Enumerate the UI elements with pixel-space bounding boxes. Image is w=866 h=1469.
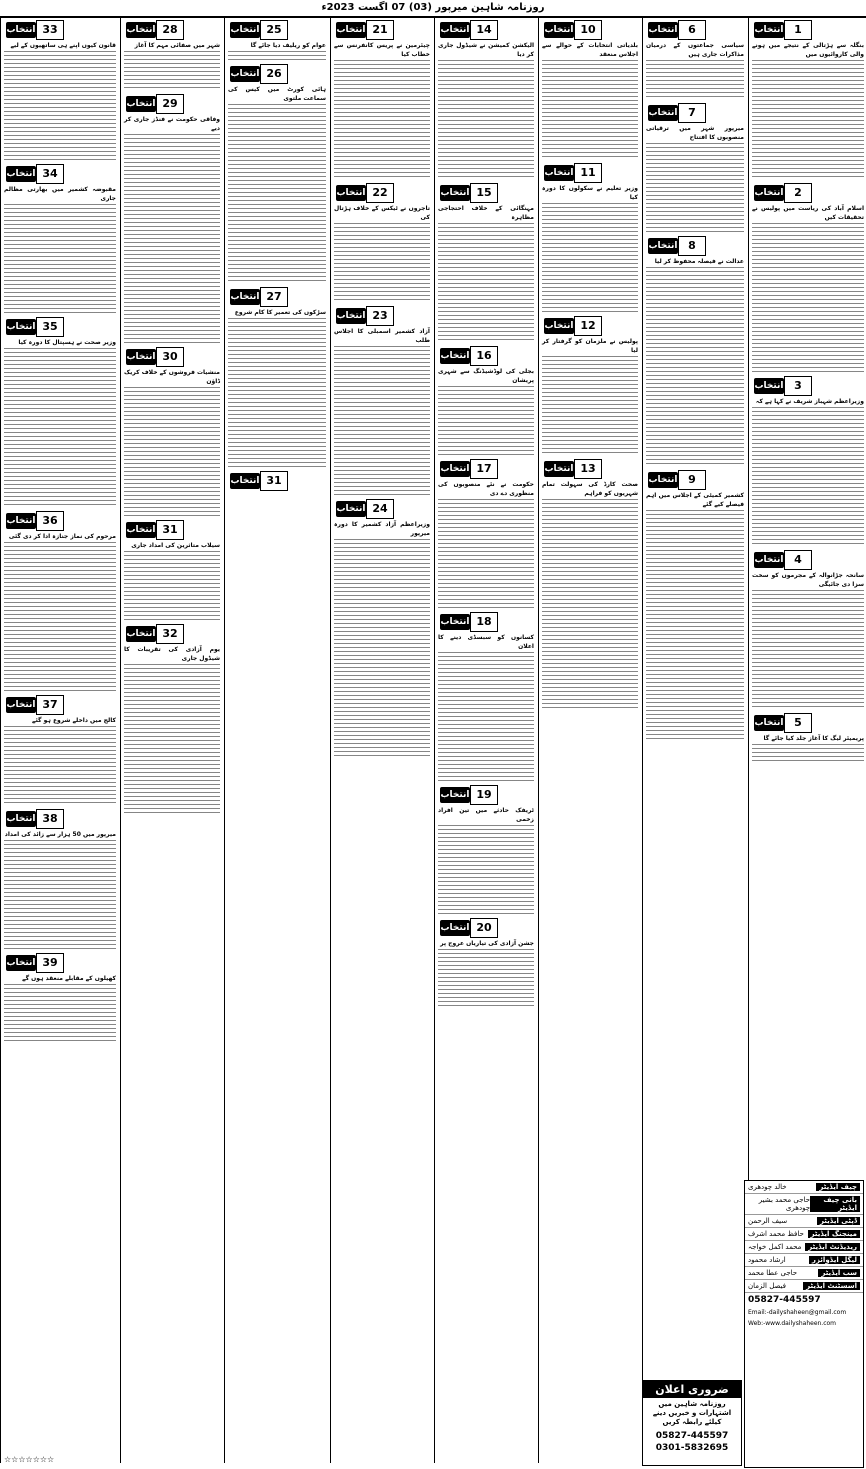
news-column (330, 18, 433, 1463)
item-tag: انتخاب (754, 22, 784, 38)
item-header (4, 21, 116, 39)
item-header (334, 184, 430, 202)
item-tag: انتخاب (440, 787, 470, 803)
item-body-text (228, 318, 326, 468)
item-lead: یوم آزادی کی تقریبات کا شیڈول جاری (124, 646, 220, 662)
item-tag: انتخاب (336, 308, 366, 324)
news-item (4, 21, 116, 161)
item-body-text (646, 267, 744, 467)
item-body-text (752, 60, 864, 180)
item-number: 31 (260, 471, 288, 491)
item-header (646, 104, 744, 122)
item-number: 13 (574, 459, 602, 479)
item-body-text (4, 726, 116, 806)
news-item (124, 21, 220, 91)
news-column (538, 18, 641, 1463)
item-lead: اسلام آباد کی ریاست میں پولیس نے تحقیقات کیں (752, 205, 864, 221)
news-item (646, 471, 744, 740)
item-body-text (438, 652, 534, 782)
item-body-text (438, 949, 534, 1009)
board-role: ڈپٹی ایڈیٹر (817, 1217, 860, 1225)
item-number: 14 (470, 20, 498, 40)
item-lead: کسانوں کو سبسڈی دینے کا اعلان (438, 634, 534, 650)
item-body-text (124, 51, 220, 91)
item-lead: شہر میں صفائی مہم کا آغاز (134, 42, 220, 49)
item-lead: وزیر تعلیم نے سکولوں کا دورہ کیا (542, 185, 638, 201)
news-item (228, 288, 326, 468)
item-number: 32 (156, 624, 184, 644)
item-tag: انتخاب (230, 22, 260, 38)
news-item (542, 164, 638, 313)
item-header (228, 288, 326, 306)
item-header (334, 21, 430, 39)
item-lead: کھیلوں کے مقابلے منعقد ہوں گے (22, 975, 116, 982)
item-lead: بجلی کی لوڈشیڈنگ سے شہری پریشان (438, 368, 534, 384)
news-item (124, 348, 220, 517)
item-header (438, 613, 534, 631)
board-row (745, 1267, 863, 1280)
item-header (4, 512, 116, 530)
item-number: 22 (366, 183, 394, 203)
item-lead: مہنگائی کے خلاف احتجاجی مظاہرہ (438, 205, 534, 221)
board-person: سیف الرحمن (748, 1217, 788, 1225)
item-number: 2 (784, 183, 812, 203)
item-number: 21 (366, 20, 394, 40)
news-item (438, 21, 534, 180)
news-item (752, 551, 864, 710)
item-header (646, 21, 744, 39)
item-lead: عوام کو ریلیف دیا جائے گا (250, 42, 326, 49)
news-item (646, 21, 744, 100)
notice-body: روزنامہ شاہین میں اشتہارات و خبریں دینے کیلئے رابطہ کریں (652, 1400, 732, 1426)
item-header (4, 696, 116, 714)
item-header (228, 472, 326, 490)
item-header (542, 460, 638, 478)
news-item (542, 317, 638, 456)
item-body-text (4, 984, 116, 1044)
item-lead: کالج میں داخلے شروع ہو گئے (32, 717, 116, 724)
item-lead: سڑکوں کی تعمیر کا کام شروع (234, 309, 326, 316)
item-body-text (542, 203, 638, 313)
item-lead: میرپور میں 50 ہزار سے زائد کی امداد (4, 831, 116, 838)
item-number: 29 (156, 94, 184, 114)
item-lead: سانحہ جڑانوالہ کے مجرموں کو سخت سزا دی جائیگی (752, 572, 864, 588)
item-lead: مقبوضہ کشمیر میں بھارتی مظالم جاری (4, 186, 116, 202)
item-tag: انتخاب (6, 513, 36, 529)
board-role: سب ایڈیٹر (818, 1269, 860, 1277)
board-row (745, 1181, 863, 1194)
item-body-text (334, 346, 430, 496)
item-tag: انتخاب (754, 552, 784, 568)
item-lead: بلدیاتی انتخابات کے حوالے سے اجلاس منعقد (542, 42, 638, 58)
board-role: بانی چیف ایڈیٹر (810, 1196, 860, 1212)
item-number: 34 (36, 164, 64, 184)
item-body-text (752, 407, 864, 547)
item-header (542, 164, 638, 182)
item-lead: ہائی کورٹ میں کیس کی سماعت ملتوی (228, 86, 326, 102)
item-header (438, 347, 534, 365)
item-number: 1 (784, 20, 812, 40)
item-number: 7 (678, 103, 706, 123)
news-item (334, 21, 430, 180)
board-row (745, 1194, 863, 1215)
item-header (4, 165, 116, 183)
item-tag: انتخاب (544, 318, 574, 334)
board-person: محمد اکمل خواجہ (748, 1243, 802, 1251)
item-body-text (438, 499, 534, 609)
item-body-text (334, 60, 430, 180)
item-number: 27 (260, 287, 288, 307)
item-body-text (4, 51, 116, 161)
item-number: 5 (784, 713, 812, 733)
item-lead: ٹریفک حادثے میں تین افراد زخمی (438, 807, 534, 823)
item-tag: انتخاب (230, 473, 260, 489)
item-number: 38 (36, 809, 64, 829)
board-row (745, 1241, 863, 1254)
item-tag: انتخاب (544, 165, 574, 181)
news-item (124, 521, 220, 621)
stars: ☆☆☆☆☆☆☆ (4, 1455, 55, 1464)
item-tag: انتخاب (440, 348, 470, 364)
item-header (334, 500, 430, 518)
news-column (120, 18, 223, 1463)
item-lead: پولیس نے ملزمان کو گرفتار کر لیا (542, 338, 638, 354)
item-tag: انتخاب (126, 96, 156, 112)
item-body-text (124, 664, 220, 814)
item-header (438, 184, 534, 202)
item-header (646, 237, 744, 255)
item-body-text (646, 143, 744, 233)
item-header (438, 460, 534, 478)
item-lead: تاجروں نے ٹیکس کے خلاف ہڑتال کی (334, 205, 430, 221)
board-person: فیصل الزمان (748, 1282, 787, 1290)
item-header (438, 21, 534, 39)
item-body-text (438, 386, 534, 456)
item-number: 26 (260, 64, 288, 84)
board-person: حاجی عطا محمد (748, 1269, 798, 1277)
news-item (4, 810, 116, 950)
item-header (228, 21, 326, 39)
item-number: 10 (574, 20, 602, 40)
item-body-text (438, 60, 534, 180)
item-tag: انتخاب (440, 22, 470, 38)
item-number: 39 (36, 953, 64, 973)
news-item (228, 472, 326, 490)
item-number: 33 (36, 20, 64, 40)
item-number: 25 (260, 20, 288, 40)
news-item (646, 237, 744, 467)
item-body-text (542, 60, 638, 160)
item-lead: صحت کارڈ کی سہولت تمام شہریوں کو فراہم (542, 481, 638, 497)
item-tag: انتخاب (648, 22, 678, 38)
item-body-text (646, 510, 744, 740)
board-role: چیف ایڈیٹر (816, 1183, 860, 1191)
news-item (752, 714, 864, 764)
news-item (124, 95, 220, 344)
item-header (124, 21, 220, 39)
item-number: 9 (678, 470, 706, 490)
item-body-text (124, 551, 220, 621)
board-row (745, 1280, 863, 1293)
item-tag: انتخاب (544, 461, 574, 477)
item-tag: انتخاب (440, 185, 470, 201)
item-lead: آزاد کشمیر اسمبلی کا اجلاس طلب (334, 328, 430, 344)
news-item (752, 184, 864, 373)
item-number: 6 (678, 20, 706, 40)
news-item (438, 347, 534, 456)
item-lead: الیکشن کمیشن نے شیڈول جاری کر دیا (438, 42, 534, 58)
news-item (4, 165, 116, 314)
item-tag: انتخاب (754, 378, 784, 394)
item-tag: انتخاب (126, 522, 156, 538)
board-row (745, 1215, 863, 1228)
item-tag: انتخاب (126, 626, 156, 642)
item-lead: وزیراعظم شہباز شریف نے کہا ہے کہ (755, 398, 864, 405)
item-tag: انتخاب (648, 105, 678, 121)
news-item (438, 460, 534, 609)
item-number: 3 (784, 376, 812, 396)
item-tag: انتخاب (6, 166, 36, 182)
item-number: 17 (470, 459, 498, 479)
item-tag: انتخاب (336, 501, 366, 517)
item-lead: وزیر صحت نے ہسپتال کا دورہ کیا (18, 339, 116, 346)
item-header (752, 714, 864, 732)
item-number: 24 (366, 499, 394, 519)
item-number: 15 (470, 183, 498, 203)
item-lead: جشن آزادی کی تیاریاں عروج پر (440, 940, 534, 947)
item-tag: انتخاب (126, 22, 156, 38)
editorial-board (744, 1180, 864, 1468)
item-tag: انتخاب (6, 22, 36, 38)
news-item (438, 919, 534, 1009)
notice-box (642, 1380, 742, 1466)
item-lead: حکومت نے نئے منصوبوں کی منظوری دے دی (438, 481, 534, 497)
item-tag: انتخاب (440, 920, 470, 936)
board-rows (745, 1181, 863, 1293)
board-row (745, 1228, 863, 1241)
item-body-text (334, 223, 430, 303)
item-lead: وزیراعظم آزاد کشمیر کا دورہ میرپور (334, 521, 430, 537)
news-item (438, 786, 534, 915)
news-item (438, 184, 534, 343)
item-tag: انتخاب (544, 22, 574, 38)
news-item (542, 460, 638, 709)
item-tag: انتخاب (230, 66, 260, 82)
item-header (542, 21, 638, 39)
board-person: حاجی محمد بشیر چودھری (758, 1196, 811, 1212)
footer-web: Web:-www.dailyshaheen.com (748, 1320, 837, 1327)
item-body-text (4, 542, 116, 692)
item-tag: انتخاب (754, 715, 784, 731)
item-header (4, 810, 116, 828)
notice-phone-2: 0301-5832695 (655, 1443, 729, 1453)
item-number: 35 (36, 317, 64, 337)
news-item (646, 104, 744, 233)
item-body-text (124, 134, 220, 344)
item-lead: کشمیر کمیٹی کے اجلاس میں اہم فیصلے کیے گئے (646, 492, 744, 508)
item-number: 19 (470, 785, 498, 805)
item-tag: انتخاب (6, 955, 36, 971)
board-person: خالد چودھری (748, 1183, 787, 1191)
news-item (124, 625, 220, 814)
news-item (334, 307, 430, 496)
item-number: 11 (574, 163, 602, 183)
item-body-text (752, 744, 864, 764)
item-number: 30 (156, 347, 184, 367)
item-number: 8 (678, 236, 706, 256)
item-body-text (4, 840, 116, 950)
item-body-text (4, 204, 116, 314)
item-header (752, 551, 864, 569)
item-header (124, 521, 220, 539)
news-column (224, 18, 329, 1463)
item-number: 23 (366, 306, 394, 326)
item-body-text (4, 348, 116, 508)
item-number: 18 (470, 612, 498, 632)
item-tag: انتخاب (126, 349, 156, 365)
item-number: 31 (156, 520, 184, 540)
item-number: 4 (784, 550, 812, 570)
item-header (124, 348, 220, 366)
item-header (752, 184, 864, 202)
item-header (124, 625, 220, 643)
item-lead: پریمیئر لیگ کا آغاز جلد کیا جائے گا (763, 735, 864, 742)
item-number: 36 (36, 511, 64, 531)
item-header (438, 919, 534, 937)
item-tag: انتخاب (440, 461, 470, 477)
news-item (4, 954, 116, 1044)
item-number: 16 (470, 346, 498, 366)
item-body-text (752, 590, 864, 710)
item-number: 20 (470, 918, 498, 938)
item-tag: انتخاب (6, 697, 36, 713)
news-item (542, 21, 638, 160)
news-item (228, 65, 326, 284)
item-body-text (124, 387, 220, 517)
item-lead: وفاقی حکومت نے فنڈز جاری کر دیے (124, 116, 220, 132)
news-item (228, 21, 326, 61)
masthead: روزنامہ شاہین میرپور (03) 07 اگست 2023ء (0, 0, 866, 18)
item-body-text (228, 51, 326, 61)
news-item (334, 184, 430, 303)
board-role: اسسٹنٹ ایڈیٹر (803, 1282, 860, 1290)
item-tag: انتخاب (648, 472, 678, 488)
notice-phone-1: 05827-445597 (655, 1431, 729, 1441)
item-body-text (228, 104, 326, 284)
news-column (642, 18, 747, 1463)
item-body-text (752, 223, 864, 373)
news-item (4, 696, 116, 806)
board-person: ارشاد محمود (748, 1256, 786, 1264)
news-column (434, 18, 537, 1463)
notice-title: ضروری اعلان (643, 1381, 741, 1398)
item-number: 12 (574, 316, 602, 336)
item-tag: انتخاب (440, 614, 470, 630)
item-header (752, 21, 864, 39)
item-body-text (334, 539, 430, 759)
item-tag: انتخاب (6, 319, 36, 335)
news-item (438, 613, 534, 782)
item-lead: مرحوم کی نماز جنازہ ادا کر دی گئی (8, 533, 116, 540)
board-role: لیگل ایڈوائزر (809, 1256, 860, 1264)
item-lead: میرپور شہر میں ترقیاتی منصوبوں کا افتتاح (646, 125, 744, 141)
item-body-text (646, 60, 744, 100)
item-header (4, 318, 116, 336)
item-body-text (438, 223, 534, 343)
board-role: مینجنگ ایڈیٹر (808, 1230, 860, 1238)
item-tag: انتخاب (336, 185, 366, 201)
board-role: ریذیڈنٹ ایڈیٹر (805, 1243, 860, 1251)
item-lead: منشیات فروشوں کے خلاف کریک ڈاؤن (123, 369, 220, 385)
item-tag: انتخاب (336, 22, 366, 38)
news-item (4, 512, 116, 692)
news-column (0, 18, 119, 1463)
footer-phone: 05827-445597 (748, 1295, 821, 1305)
item-number: 37 (36, 695, 64, 715)
item-tag: انتخاب (648, 238, 678, 254)
board-row (745, 1254, 863, 1267)
item-header (228, 65, 326, 83)
news-item (752, 21, 864, 180)
item-header (124, 95, 220, 113)
item-lead: بنگلہ سے ہڑتالی کے نتیجے میں ہونے والی کاروائیوں میں (752, 42, 864, 58)
item-body-text (438, 825, 534, 915)
item-header (334, 307, 430, 325)
footer-email: Email:-dailyshaheen@gmail.com (748, 1309, 847, 1316)
item-header (4, 954, 116, 972)
news-item (752, 377, 864, 547)
item-tag: انتخاب (230, 289, 260, 305)
item-tag: انتخاب (754, 185, 784, 201)
item-body-text (542, 499, 638, 709)
news-item (334, 500, 430, 759)
item-lead: چیئرمین نے پریس کانفرنس سے خطاب کیا (334, 42, 430, 58)
item-header (752, 377, 864, 395)
item-lead: قانون کیوں اپنے ہی ساتھیوں کے لیے (10, 42, 116, 49)
item-lead: سیلاب متاثرین کی امداد جاری (131, 542, 220, 549)
item-body-text (542, 356, 638, 456)
item-lead: سیاسی جماعتوں کے درمیان مذاکرات جاری ہیں (646, 42, 744, 58)
item-tag: انتخاب (6, 811, 36, 827)
item-lead: عدالت نے فیصلہ محفوظ کر لیا (654, 258, 744, 265)
item-number: 28 (156, 20, 184, 40)
item-header (646, 471, 744, 489)
item-header (438, 786, 534, 804)
item-header (542, 317, 638, 335)
board-person: حافظ محمد اشرف (748, 1230, 804, 1238)
news-item (4, 318, 116, 508)
